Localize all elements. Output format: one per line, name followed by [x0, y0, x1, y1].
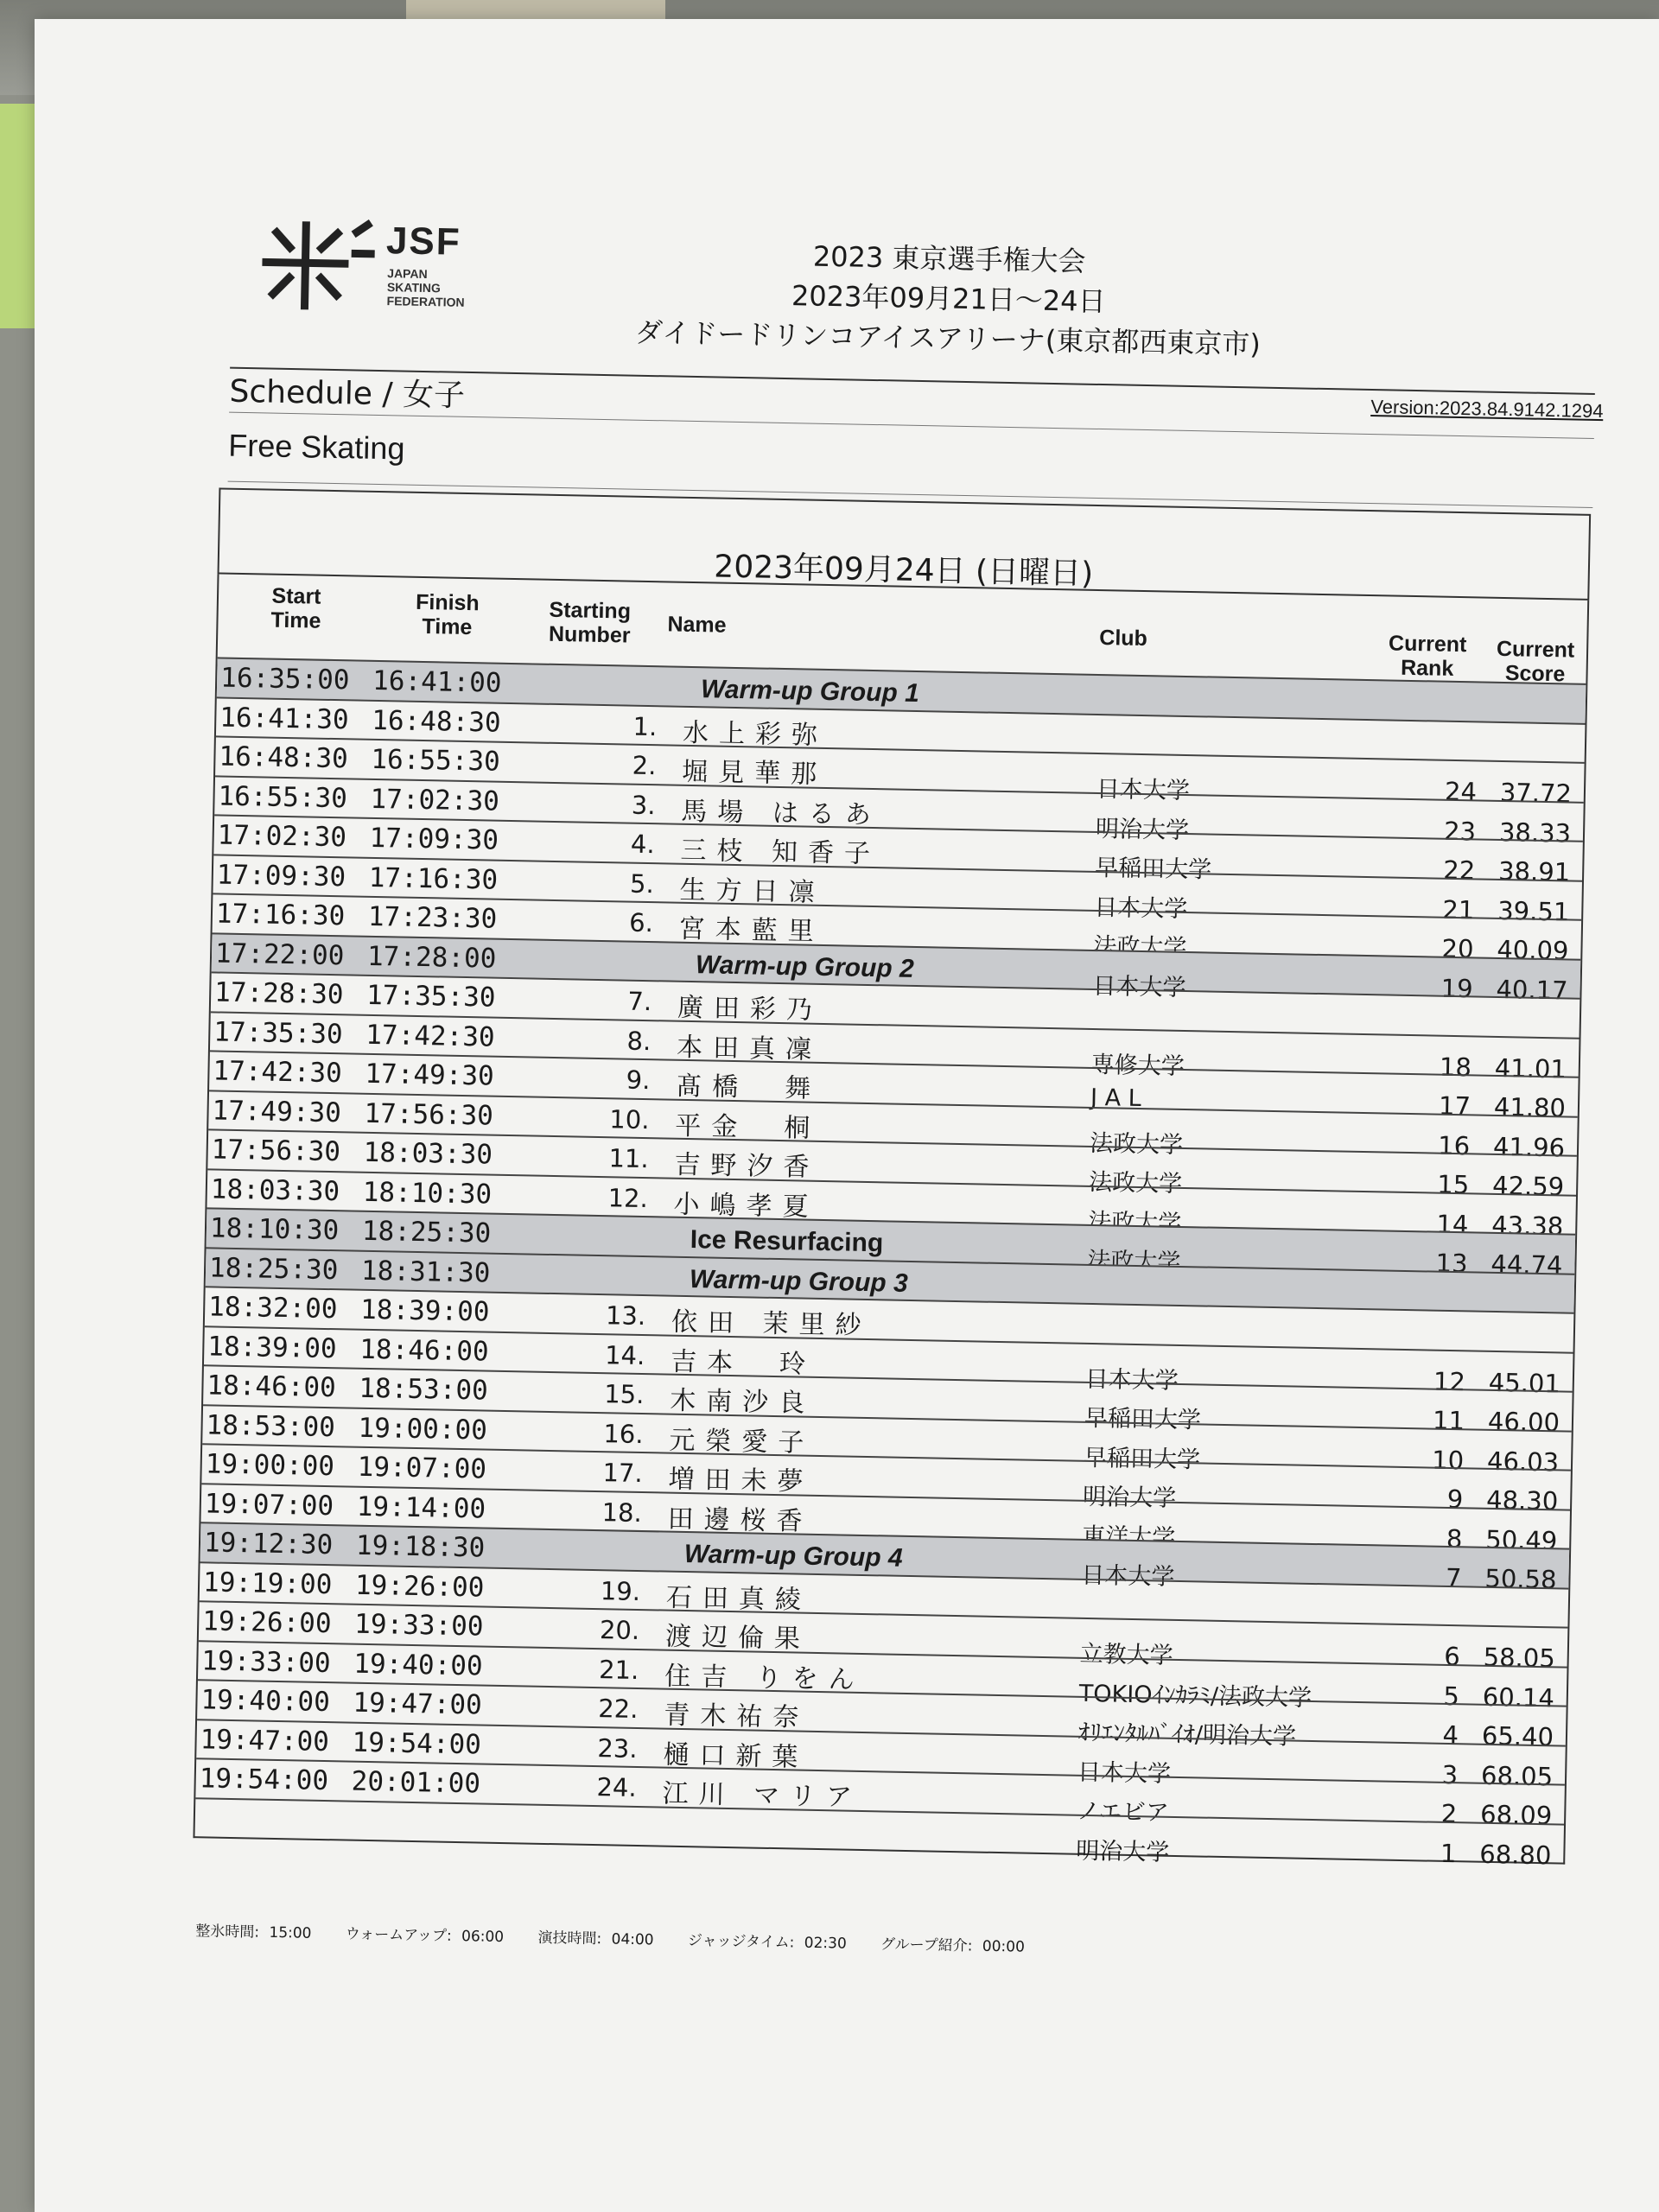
current-score: 46.00	[1487, 1406, 1560, 1438]
current-score: 40.17	[1496, 974, 1568, 1006]
finish-time: 19:18:30	[355, 1529, 486, 1564]
current-rank	[1403, 1012, 1472, 1014]
group-label: Ice Resurfacing	[690, 1225, 884, 1258]
event-venue: ダイドードリンコアイスアリーナ(東京都西東京市)	[634, 315, 1262, 361]
finish-time: 19:26:00	[354, 1569, 485, 1604]
finish-time: 18:10:30	[362, 1176, 493, 1211]
paper-sheet	[35, 19, 1659, 2212]
current-rank: 17	[1438, 1090, 1471, 1122]
skater-name: 平金 桐	[675, 1110, 821, 1144]
start-time: 16:35:00	[219, 662, 350, 696]
finish-time: 18:53:00	[359, 1372, 489, 1407]
finish-time: 17:42:30	[365, 1019, 495, 1053]
start-time: 17:09:30	[216, 858, 346, 893]
starting-number: 8.	[626, 1026, 652, 1056]
col-start-time: Start Time	[270, 583, 321, 633]
finish-time: 19:33:00	[353, 1608, 484, 1643]
current-score: 68.09	[1479, 1799, 1553, 1831]
current-rank: 3	[1441, 1759, 1459, 1789]
starting-number: 5.	[629, 868, 655, 899]
starting-number: 20.	[599, 1615, 640, 1646]
start-time: 19:47:00	[200, 1723, 330, 1758]
schedule-table	[193, 574, 1589, 1870]
start-time: 17:42:30	[213, 1055, 343, 1090]
skater-name: 馬場 はるあ	[681, 796, 882, 830]
footer-item: ウォームアップ: 06:00	[345, 1925, 505, 1947]
finish-time: 18:03:30	[363, 1136, 493, 1171]
current-rank	[1397, 1326, 1466, 1328]
skater-name: 廣田彩乃	[677, 992, 823, 1026]
current-rank: 13	[1435, 1248, 1468, 1279]
start-time: 17:02:30	[217, 819, 347, 854]
current-score: 68.80	[1479, 1839, 1552, 1870]
finish-time: 17:49:30	[365, 1058, 495, 1092]
club-name: 日本大学	[1094, 893, 1188, 923]
starting-number: 7.	[627, 986, 652, 1017]
club-name: 日本大学	[1092, 972, 1186, 1001]
club-name: 早稲田大学	[1094, 854, 1212, 884]
starting-number: 2.	[632, 750, 657, 781]
start-time: 17:16:30	[215, 898, 346, 932]
skater-name: 木南沙良	[669, 1385, 816, 1419]
skater-name: 堀見華那	[681, 756, 828, 791]
finish-time: 17:09:30	[369, 822, 499, 856]
logo-jsf-text: JSF	[385, 219, 462, 264]
current-rank: 18	[1439, 1052, 1472, 1082]
club-name: 日本大学	[1081, 1561, 1175, 1591]
current-score: 41.01	[1494, 1052, 1567, 1084]
club-name: 早稲田大学	[1083, 1444, 1201, 1473]
club-name: 早稲田大学	[1084, 1404, 1202, 1434]
finish-time: 18:31:30	[360, 1255, 491, 1289]
starting-number: 6.	[628, 907, 654, 938]
current-rank: 9	[1446, 1484, 1464, 1515]
starting-number: 9.	[626, 1065, 651, 1096]
club-name: 日本大学	[1077, 1758, 1172, 1788]
starting-number: 21.	[598, 1654, 639, 1685]
club-name: 法政大学	[1088, 1208, 1182, 1237]
finish-time: 19:47:00	[353, 1687, 483, 1721]
current-rank: 12	[1433, 1366, 1466, 1396]
table-body	[194, 657, 1586, 1870]
club-name: 明治大学	[1082, 1483, 1177, 1512]
start-time: 18:10:30	[209, 1212, 340, 1247]
current-score: 44.74	[1491, 1249, 1563, 1281]
finish-time: 16:48:30	[371, 704, 501, 739]
finish-time: 17:23:30	[367, 900, 498, 935]
current-score: 58.05	[1483, 1642, 1556, 1674]
current-score: 50.58	[1484, 1563, 1557, 1595]
skater-name: 吉野汐香	[674, 1149, 820, 1183]
current-rank: 7	[1445, 1562, 1462, 1593]
starting-number: 18.	[601, 1497, 643, 1528]
club-name: 法政大学	[1087, 1247, 1181, 1276]
schedule-title: Schedule / 女子	[229, 373, 466, 414]
col-club: Club	[1099, 626, 1148, 652]
club-name: 明治大学	[1095, 815, 1190, 844]
finish-time: 18:46:00	[359, 1333, 489, 1368]
finish-time: 17:02:30	[370, 783, 500, 817]
green-paper-edge	[0, 104, 35, 328]
current-score: 68.05	[1480, 1760, 1554, 1791]
starting-number: 11.	[608, 1143, 649, 1174]
finish-time: 19:07:00	[357, 1451, 487, 1485]
finish-time: 17:28:00	[366, 940, 497, 975]
start-time: 18:46:00	[207, 1370, 337, 1404]
current-score: 60.14	[1482, 1681, 1555, 1713]
skater-name: 増田未夢	[668, 1464, 814, 1497]
event-info	[559, 232, 1338, 365]
club-name: 法政大学	[1093, 932, 1187, 963]
start-time: 19:12:30	[203, 1527, 334, 1561]
start-time: 19:33:00	[201, 1644, 332, 1679]
skater-name: 本田真凜	[676, 1032, 823, 1065]
current-rank: 16	[1437, 1130, 1471, 1160]
date-label: 2023年09月24日 (日曜日)	[714, 549, 1094, 592]
club-name: 立教大学	[1079, 1640, 1173, 1669]
skater-name: 吉本 玲	[670, 1346, 817, 1380]
group-label: Warm-up Group 2	[695, 950, 915, 983]
skater-name: 住吉 りをん	[664, 1661, 865, 1695]
starting-number: 23.	[597, 1732, 638, 1764]
current-rank: 19	[1440, 973, 1473, 1003]
current-rank	[1408, 736, 1478, 738]
starting-number: 17.	[602, 1458, 643, 1489]
current-rank: 10	[1431, 1445, 1465, 1475]
current-score: 48.30	[1485, 1484, 1559, 1516]
finish-time: 18:39:00	[359, 1294, 490, 1328]
current-rank: 23	[1443, 816, 1477, 846]
starting-number: 10.	[609, 1103, 650, 1135]
start-time: 19:26:00	[201, 1605, 332, 1640]
skater-name: 江川 マリア	[662, 1778, 863, 1814]
current-rank: 21	[1442, 894, 1475, 925]
start-time: 18:03:30	[210, 1173, 340, 1207]
current-score: 42.59	[1491, 1170, 1565, 1202]
club-name: J A L	[1090, 1084, 1142, 1113]
finish-time: 19:54:00	[352, 1726, 482, 1761]
skater-name: 青木祐奈	[663, 1700, 810, 1733]
col-name: Name	[667, 612, 727, 638]
start-time: 19:54:00	[199, 1763, 329, 1797]
skater-name: 宮本藍里	[678, 913, 825, 947]
starting-number: 13.	[605, 1300, 646, 1332]
current-score	[1484, 1328, 1561, 1330]
current-rank: 15	[1436, 1169, 1470, 1200]
club-name: TOKIOｲﾝｶﾗﾐ/法政大学	[1078, 1680, 1313, 1712]
current-rank: 6	[1443, 1641, 1461, 1672]
finish-time: 17:35:30	[365, 979, 496, 1014]
footer-item: グループ紹介: 00:00	[880, 1936, 1026, 1956]
start-time: 18:32:00	[207, 1291, 338, 1325]
timing-footer	[195, 1918, 1049, 1956]
starting-number: 15.	[603, 1379, 645, 1410]
club-name: 法政大学	[1088, 1168, 1183, 1198]
group-label: Warm-up Group 4	[683, 1539, 903, 1573]
group-label: Warm-up Group 1	[700, 675, 920, 709]
col-finish-time: Finish Time	[415, 589, 480, 640]
current-score	[1490, 1014, 1567, 1015]
current-rank: 11	[1432, 1405, 1465, 1436]
start-time: 18:39:00	[207, 1330, 338, 1364]
club-name: ノエビア	[1076, 1797, 1170, 1827]
event-title: 2023 東京選手権大会	[812, 239, 1086, 278]
finish-time: 19:00:00	[358, 1412, 488, 1446]
skater-name: 水上彩弥	[682, 717, 829, 751]
current-score: 38.91	[1497, 855, 1571, 887]
col-current-score: Current Score	[1496, 636, 1575, 687]
start-time: 16:41:30	[219, 702, 349, 735]
current-score: 37.72	[1499, 777, 1573, 809]
skater-name: 依田 茉里紗	[671, 1306, 872, 1342]
current-score	[1478, 1603, 1556, 1605]
current-score: 45.01	[1488, 1367, 1561, 1398]
starting-number: 24.	[596, 1772, 637, 1802]
skater-name: 樋口新葉	[663, 1739, 809, 1773]
current-score: 41.96	[1492, 1131, 1566, 1162]
logo-subtitle: JAPAN SKATING FEDERATION	[386, 266, 465, 309]
jsf-logo	[257, 212, 518, 321]
current-rank: 1	[1440, 1838, 1457, 1868]
current-rank: 5	[1443, 1681, 1460, 1711]
current-score	[1495, 738, 1573, 740]
start-time: 19:19:00	[202, 1566, 333, 1600]
current-score: 43.38	[1491, 1210, 1564, 1241]
col-current-rank: Current Rank	[1388, 631, 1467, 681]
schedule-page	[79, 192, 1616, 1956]
finish-time: 17:16:30	[368, 861, 499, 896]
current-rank: 14	[1436, 1209, 1469, 1239]
club-name: 明治大学	[1076, 1837, 1170, 1866]
snowflake-logo-icon	[257, 212, 379, 318]
club-name: 東洋大学	[1082, 1522, 1176, 1552]
current-score: 40.09	[1497, 934, 1569, 966]
skater-name: 渡辺倫果	[664, 1621, 811, 1655]
finish-time: 20:01:00	[351, 1765, 481, 1800]
group-label: Warm-up Group 3	[689, 1264, 909, 1298]
skater-name: 小嶋孝夏	[673, 1189, 819, 1223]
finish-time: 19:40:00	[353, 1648, 483, 1682]
current-rank: 24	[1444, 776, 1478, 807]
starting-number: 14.	[604, 1339, 645, 1370]
footer-item: 整氷時間: 15:00	[195, 1923, 312, 1942]
starting-number: 22.	[597, 1694, 639, 1725]
current-score: 50.49	[1485, 1524, 1558, 1555]
current-score: 39.51	[1497, 895, 1570, 927]
current-rank: 8	[1446, 1523, 1463, 1554]
club-name: 日本大学	[1096, 775, 1191, 805]
skater-name: 生方日凛	[679, 874, 825, 908]
current-score: 65.40	[1481, 1720, 1554, 1752]
skater-name: 石田真綾	[665, 1582, 812, 1616]
finish-time: 16:55:30	[371, 743, 501, 778]
version-label: Version:2023.84.9142.1294	[1370, 396, 1604, 423]
start-time: 17:49:30	[212, 1094, 342, 1128]
start-time: 19:40:00	[200, 1684, 331, 1719]
club-name: 専修大学	[1090, 1051, 1185, 1080]
starting-number: 3.	[631, 790, 656, 820]
current-rank: 4	[1442, 1719, 1459, 1751]
start-time: 16:48:30	[219, 741, 349, 775]
start-time: 17:35:30	[213, 1015, 343, 1050]
skater-name: 田邊桜香	[667, 1503, 813, 1537]
event-dates: 2023年09月21日～24日	[791, 279, 1106, 319]
start-time: 19:07:00	[204, 1487, 334, 1522]
club-name: ｵﾘｴﾝﾀﾙﾊﾞｲｵ/明治大学	[1077, 1719, 1297, 1751]
starting-number: 19.	[600, 1575, 641, 1606]
club-name: 法政大学	[1089, 1129, 1184, 1159]
club-name: 日本大学	[1084, 1365, 1179, 1395]
skater-name: 元榮愛子	[669, 1425, 815, 1459]
finish-time: 17:56:30	[364, 1097, 494, 1132]
starting-number: 12.	[607, 1182, 649, 1213]
footer-item: ジャッジタイム: 02:30	[687, 1932, 847, 1953]
current-score: 46.03	[1486, 1446, 1560, 1477]
segment-title: Free Skating	[228, 427, 405, 467]
start-time: 17:28:30	[213, 976, 344, 1011]
start-time: 16:55:30	[218, 779, 348, 814]
current-rank: 20	[1441, 933, 1474, 964]
start-time: 17:56:30	[211, 1134, 341, 1168]
finish-time: 18:25:30	[361, 1215, 492, 1249]
finish-time: 16:41:00	[372, 664, 502, 699]
skater-name: 髙橋 舞	[675, 1071, 822, 1104]
current-rank: 2	[1440, 1798, 1458, 1829]
start-time: 17:22:00	[214, 937, 345, 971]
current-rank	[1392, 1601, 1461, 1603]
footer-item: 演技時間: 04:00	[537, 1929, 654, 1949]
starting-number: 16.	[603, 1418, 644, 1449]
start-time: 18:25:30	[208, 1251, 339, 1286]
starting-number: 1.	[632, 711, 658, 741]
current-score: 38.33	[1498, 817, 1572, 849]
starting-number: 4.	[630, 829, 655, 860]
col-starting-number: Starting Number	[548, 597, 632, 648]
current-rank: 22	[1442, 855, 1476, 886]
skater-name: 三枝 知香子	[680, 835, 881, 870]
finish-time: 19:14:00	[356, 1491, 486, 1525]
current-score: 41.80	[1493, 1091, 1567, 1123]
start-time: 19:00:00	[205, 1448, 335, 1483]
start-time: 18:53:00	[206, 1408, 336, 1443]
